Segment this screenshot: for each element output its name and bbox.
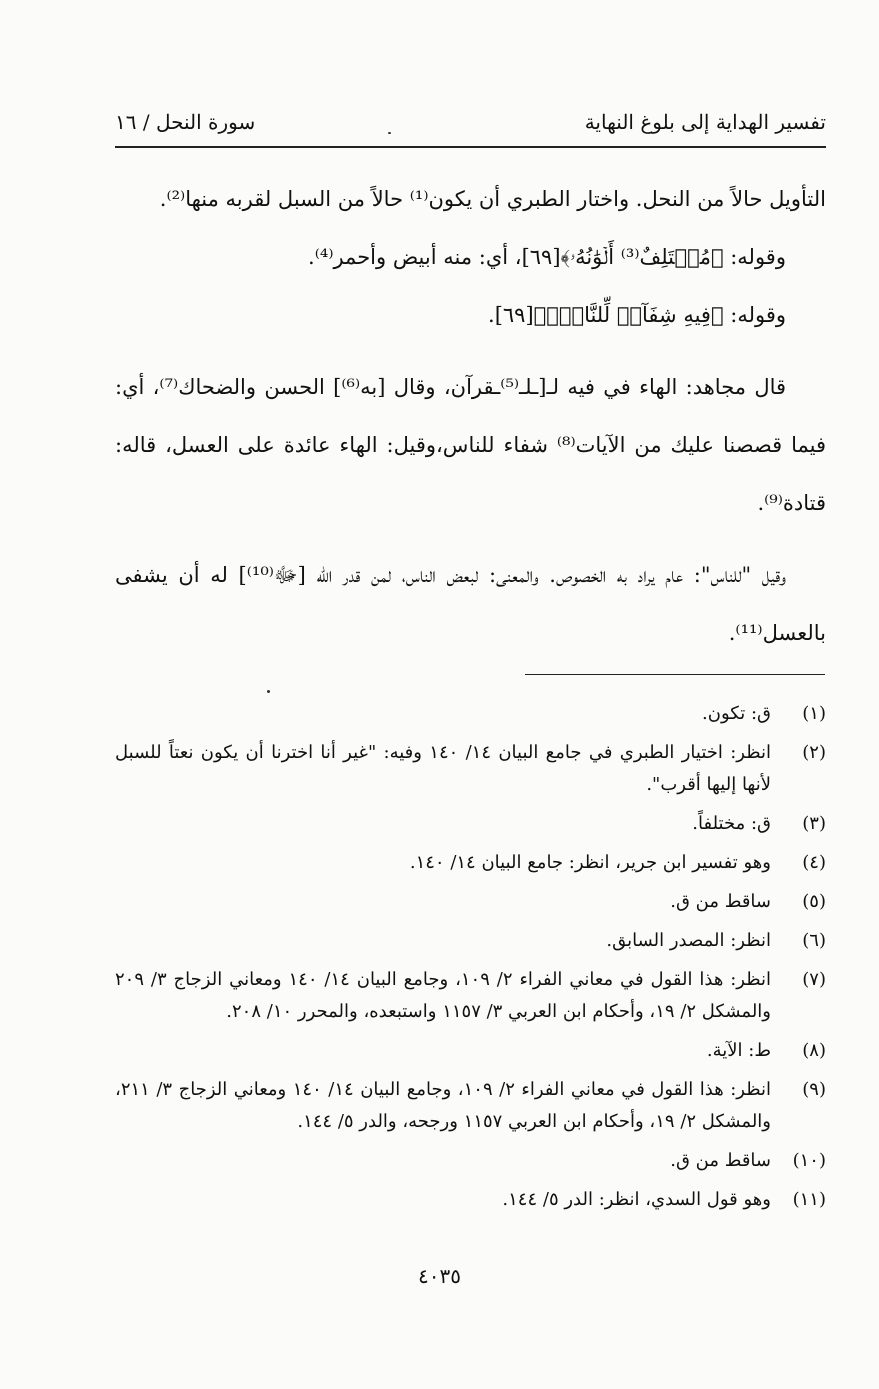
footnote — [115, 1035, 826, 1067]
footnote — [115, 1145, 826, 1177]
footnote-text: ساقط من ق. — [670, 891, 771, 912]
footnote — [115, 1074, 826, 1138]
paragraph: وقوله: ﴿فِيهِ شِفَآءٞ لِّلنَّاسِۚ﴾[٦٩]. — [488, 303, 786, 327]
footnote-number: (٩) — [802, 1079, 826, 1100]
footnote-text: ط: الآية. — [706, 1040, 771, 1061]
footnote — [115, 847, 826, 879]
footnote-text: وهو تفسير ابن جرير، انظر: جامع البيان ١٤/ ١٤٠. — [409, 852, 771, 873]
footnote-text: ق: تكون. — [702, 703, 771, 724]
footnote-text: انظر: اختيار الطبري في جامع البيان ١٤/ ١٤٠ وفيه: "غير أنا اخترنا أن يكون نعتاً للسبل لأنها إليها أقرب". — [115, 742, 771, 795]
footnote-number: (٤) — [802, 852, 826, 873]
footnote-text: ساقط من ق. — [670, 1150, 771, 1171]
footnote — [115, 964, 826, 1028]
scan-speck — [388, 132, 391, 134]
footnote — [115, 698, 826, 730]
footnote-number: (٢) — [802, 742, 826, 763]
header-divider — [115, 146, 826, 148]
paragraph: قال مجاهد: الهاء في فيه لـ[ـلـ⁽⁵⁾ـقرآن، وقال [به⁽⁶⁾] الحسن والضحاك⁽⁷⁾، أي: فيما قصصنا عليك من الآيات⁽⁸⁾ شفاء للناس،وقيل: الهاء عائدة على العسل، قاله: قتادة⁽⁹⁾. — [115, 375, 826, 515]
footnote-number: (٧) — [802, 969, 826, 990]
scan-speck — [267, 690, 270, 693]
paragraph: وقوله: ﴿مُخۡتَلِفٌ⁽³⁾ أَلۡوَٰنُهُۥ﴾[٦٩]، أي: منه أبيض وأحمر⁽⁴⁾. — [308, 245, 786, 269]
footnote-text: وهو قول السدي، انظر: الدر ٥/ ١٤٤. — [502, 1189, 771, 1210]
footnote-number: (١١) — [792, 1189, 826, 1210]
footnote — [115, 1184, 826, 1216]
footnote — [115, 886, 826, 918]
running-header — [115, 110, 826, 140]
footnote-divider — [525, 674, 825, 675]
paragraph: وقيل "للناس": عام يراد به الخصوص. والمعنى: لبعض الناس، لمن قدر الله [ﷻ⁽¹⁰⁾] له أن يشفى بالعسل⁽¹¹⁾. — [115, 563, 826, 645]
surah-label: سورة النحل / ١٦ — [115, 110, 256, 134]
footnote-number: (٥) — [802, 891, 826, 912]
footnote — [115, 808, 826, 840]
main-text — [115, 170, 826, 662]
footnote-text: انظر: المصدر السابق. — [606, 930, 771, 951]
footnote-text: انظر: هذا القول في معاني الفراء ٢/ ١٠٩، وجامع البيان ١٤/ ١٤٠ ومعاني الزجاج ٣/ ٢١١، والمشكل ٢/ ١٩، وأحكام ابن العربي ١١٥٧ ورجحه، والدر ٥/ ١٤٤. — [115, 1079, 771, 1132]
footnote-text: انظر: هذا القول في معاني الفراء ٢/ ١٠٩، وجامع البيان ١٤/ ١٤٠ ومعاني الزجاج ٣/ ٢٠٩ والمشكل ٢/ ١٩، وأحكام ابن العربي ٣/ ١١٥٧ واستبعده، والمحرر ١٠/ ٢٠٨. — [115, 969, 771, 1022]
footnote-number: (١٠) — [792, 1150, 826, 1171]
book-title: تفسير الهداية إلى بلوغ النهاية — [584, 110, 826, 134]
footnote — [115, 737, 826, 801]
footnote-number: (٦) — [802, 930, 826, 951]
footnote-number: (١) — [802, 703, 826, 724]
paragraph: التأويل حالاً من النحل. واختار الطبري أن يكون⁽¹⁾ حالاً من السبل لقربه منها⁽²⁾. — [159, 187, 826, 211]
footnotes — [115, 698, 826, 1223]
footnote — [115, 925, 826, 957]
page-number: ٤٠٣٥ — [418, 1264, 461, 1288]
footnote-number: (٣) — [802, 813, 826, 834]
footnote-text: ق: مختلفاً. — [692, 813, 771, 834]
footnote-number: (٨) — [802, 1040, 826, 1061]
